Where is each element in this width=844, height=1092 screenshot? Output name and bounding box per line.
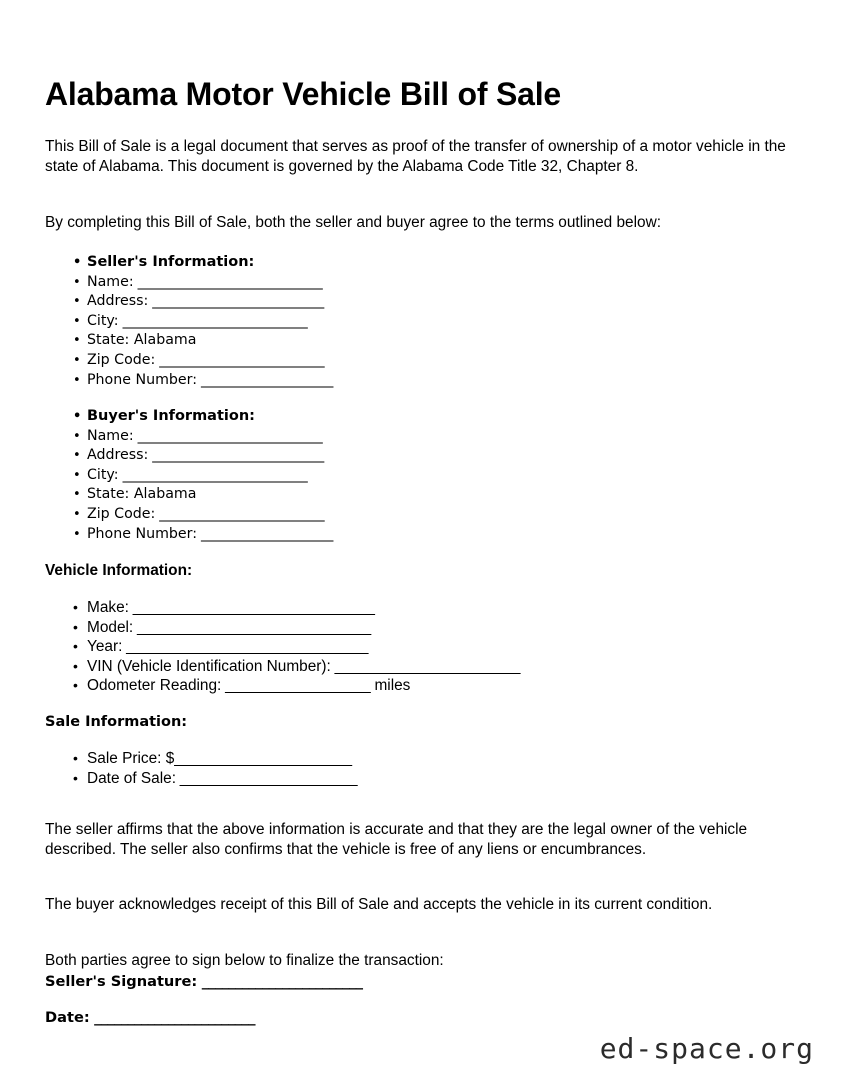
date-label: Date: (45, 1009, 90, 1026)
fill-in-blank[interactable]: ____________________________ (118, 312, 308, 329)
fill-in-blank[interactable]: ____________________________ (133, 427, 323, 444)
field-label: Address: (87, 447, 149, 464)
vehicle-field-model (73, 618, 520, 638)
seller-field-name (73, 273, 333, 293)
field-unit: miles (370, 677, 411, 695)
fill-in-blank[interactable]: ____________________ (196, 525, 333, 542)
fill-in-blank[interactable]: _______________________ (330, 657, 520, 675)
field-label: Name: (87, 427, 134, 444)
field-label: Zip Code: (87, 505, 156, 522)
seller-field-state (73, 331, 333, 351)
fill-in-blank[interactable]: ______________________ (174, 750, 352, 767)
sale-field-price (73, 749, 357, 769)
page-title: Alabama Motor Vehicle Bill of Sale (45, 76, 562, 113)
seller-heading-label: Seller's Information: (87, 254, 255, 270)
seller-field-phone (73, 371, 333, 391)
field-value: Alabama (129, 332, 197, 349)
fill-in-blank[interactable]: ____________________ (196, 371, 333, 388)
seller-field-zip (73, 351, 333, 371)
fill-in-blank[interactable]: _____________________________ (133, 618, 371, 636)
sign-instruction-paragraph: Both parties agree to sign below to finalize the transaction: (45, 952, 444, 970)
vehicle-information-list (73, 598, 520, 696)
fill-in-blank[interactable]: __________________________ (148, 293, 324, 310)
vehicle-section-heading: Vehicle Information: (45, 562, 193, 579)
watermark: ed-space.org (599, 1032, 814, 1065)
seller-information-list (73, 253, 333, 390)
buyer-field-state (73, 485, 333, 505)
fill-in-blank[interactable]: ____________________________ (118, 466, 308, 483)
seller-field-city (73, 312, 333, 332)
fill-in-blank[interactable]: ____________________________ (133, 273, 323, 290)
seller-signature-blank[interactable]: ________________________ (197, 973, 363, 990)
field-label: VIN (Vehicle Identification Number): (87, 657, 331, 675)
field-label: Year: (87, 638, 123, 656)
vehicle-field-make (73, 598, 520, 618)
field-label: State: (87, 486, 130, 503)
vehicle-field-odometer (73, 676, 520, 696)
field-label: Address: (87, 293, 149, 310)
vehicle-field-year (73, 637, 520, 657)
field-value: Alabama (129, 486, 197, 503)
date-blank[interactable]: ________________________ (89, 1009, 255, 1026)
acknowledgement-paragraph: The buyer acknowledges receipt of this Bill of Sale and accepts the vehicle in its current condition. (45, 896, 713, 914)
buyer-information-list (73, 407, 333, 544)
intro-paragraph: This Bill of Sale is a legal document that serves as proof of the transfer of ownership of a motor vehicle in the state of Alabama. This document is governed by the Alabama Code Title 32, Chapter 8. (45, 138, 786, 176)
fill-in-blank[interactable]: _________________________ (155, 505, 325, 522)
field-label: Date of Sale: (87, 769, 176, 787)
field-label: City: (87, 466, 119, 483)
buyer-field-phone (73, 525, 333, 545)
fill-in-blank[interactable]: __________________ (221, 677, 371, 695)
buyer-field-name (73, 427, 333, 447)
affirmation-paragraph: The seller affirms that the above information is accurate and that they are the legal owner of the vehicle described. The seller also confirms that the vehicle is free of any liens or encumbrances. (45, 821, 748, 859)
buyer-field-city (73, 466, 333, 486)
sale-field-date (73, 769, 357, 789)
buyer-section-heading (73, 407, 333, 427)
field-label: City: (87, 312, 119, 329)
field-label: State: (87, 332, 130, 349)
sale-information-list (73, 749, 357, 788)
terms-paragraph: By completing this Bill of Sale, both the seller and buyer agree to the terms outlined below: (45, 214, 661, 232)
field-label: Name: (87, 273, 134, 290)
seller-section-heading (73, 253, 333, 273)
field-label: Phone Number: (87, 371, 197, 388)
seller-signature-label: Seller's Signature: (45, 973, 198, 990)
signature-date-line (45, 1008, 255, 1028)
fill-in-blank[interactable]: __________________________ (148, 447, 324, 464)
field-label: Zip Code: (87, 351, 156, 368)
sale-section-heading: Sale Information: (45, 714, 188, 730)
field-label: Phone Number: (87, 525, 197, 542)
buyer-heading-label: Buyer's Information: (87, 408, 255, 424)
fill-in-blank[interactable]: ______________________ (175, 769, 358, 787)
fill-in-blank[interactable]: _________________________ (155, 351, 325, 368)
buyer-field-address (73, 446, 333, 466)
field-label: Make: (87, 599, 129, 616)
field-label: Odometer Reading: (87, 677, 222, 695)
field-label: Sale Price: $ (87, 750, 175, 767)
vehicle-field-vin (73, 657, 520, 677)
fill-in-blank[interactable]: ______________________________ (122, 638, 368, 656)
fill-in-blank[interactable]: ______________________________ (128, 599, 375, 616)
field-label: Model: (87, 618, 134, 636)
seller-signature-line (45, 972, 362, 992)
seller-field-address (73, 292, 333, 312)
buyer-field-zip (73, 505, 333, 525)
